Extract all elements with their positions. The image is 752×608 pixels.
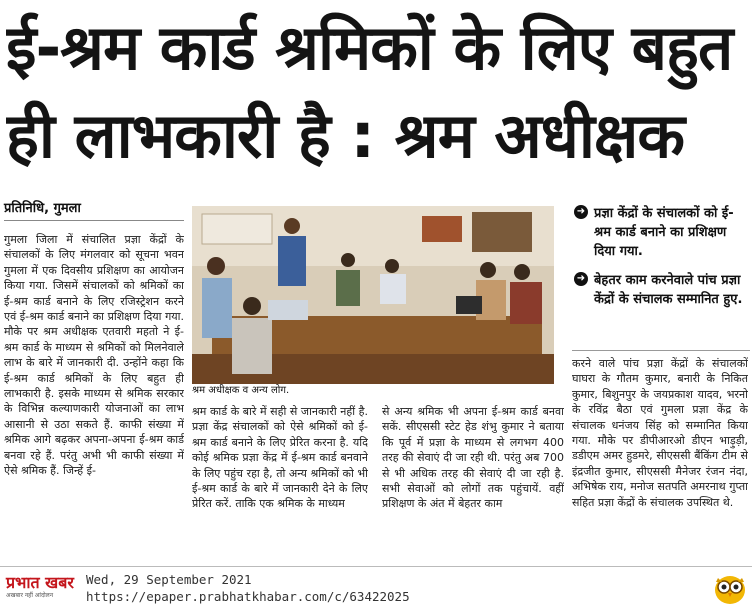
article-column-2: श्रम कार्ड के बारे में सही से जानकारी नहीं है. प्रज्ञा केंद्र संचालकों को ऐसे श्रमिकों को ई-श्रम कार्ड बनाने के लिए प्रेरित करना है. यदि कोई श्रमिक प्रज्ञा केंद्र में ई-श्रम कार्ड बनवाने के लिए पहुंच रहा है, तो अन्य श्रमिकों को भी ई-श्रम कार्ड के बारे में जानकारी देने के लिए प्रेरित करें. ताकि एक श्रमिक के माध्यम [192,405,368,511]
article-column-1: गुमला जिला में संचालित प्रज्ञा केंद्रों के संचालकों के लिए मंगलवार को सूचना भवन गुमला में एक दिवसीय प्रशिक्षण का आयोजन किया गया. जिसमें संचालकों को श्रमिकों का ई-श्रम कार्ड बनाने के लिए रजिस्ट्रेशन करने एवं ई-श्रम कार्ड बनाने का प्रशिक्षण दिया गया. मौके पर श्रम अधीक्षक एतवारी महतो ने ई-श्रम कार्ड के माध्यम से श्रमिकों को मिलनेवाले लाभ के बारे में जानकारी दी. उन्होंने कहा कि ई-श्रम कार्ड श्रमिकों के लिए बहुत ही लाभकारी है. इसके माध्यम से श्रमिक सरकार के विभिन्न कल्याणकारी योजनाओं का लाभ आसानी से उठा सकते हैं. काफी संख्या में श्रमिक आगे बढ़कर अपना-अपना ई-श्रम कार्ड बनवा रहे हैं. परंतु अभी भी काफी संख्या में ऐसे श्रमिक हैं. जिन्हें ई- [4,233,184,478]
edition-date: Wed, 29 September 2021 [86,572,252,587]
highlight-text: बेहतर काम करनेवाले पांच प्रज्ञा केंद्रों के संचालक सम्मानित हुए. [594,273,743,307]
footer-info [86,571,410,605]
headline [6,4,748,180]
logo-tagline: अखबार नहीं आंदोलन [6,592,54,599]
epaper-url[interactable]: https://epaper.prabhatkhabar.com/c/63422025 [86,589,410,604]
article-column-3: से अन्य श्रमिक भी अपना ई-श्रम कार्ड बनवा सकें. सीएससी स्टेट हेड शंभु कुमार ने बताया कि पूर्व में प्रज्ञा के माध्यम से लगभग 400 तरह की सेवाएं दी जा रही थी. परंतु अब 700 से भी अधिक तरह की सेवाएं दी जा रही है. सभी सेवाओं को लोगों तक पहुंचायें. वहीं प्रशिक्षण के अंत में बेहतर काम [382,405,564,511]
highlights-box [572,204,750,319]
headline-line-1: ई-श्रम कार्ड श्रमिकों के लिए बहुत [6,11,733,84]
footer-divider [0,566,752,567]
article-column-4: करने वाले पांच प्रज्ञा केंद्रों के संचालकों घाघरा के गौतम कुमार, बनारी के निकित कुमार, बिशुनपुर के जयप्रकाश यादव, भरनो के रविंद्र बैठा एवं गुमला प्रज्ञा केंद्र के संचालक धनंजय सिंह को सम्मानित किया गया. मौके पर डीपीआरओ डीएन भाड़ुड़ी, डडीएम अमर हुडमरे, सीएससी बैंकिंग टीम से इंद्रजीत कुमार, सीएससी मैनेजर रंजन नंदा, अभिषेक राय, मनोज सतपति अमरनाथ गुप्ता सहित प्रज्ञा केंद्रों के संचालक उपस्थित थे. [572,357,748,509]
arrow-circle-icon: ➜ [574,272,588,286]
training-room-photo [192,206,554,384]
arrow-circle-icon: ➜ [574,205,588,219]
headline-line-2: ही लाभकारी है : श्रम अधीक्षक [6,99,684,172]
logo-text: प्रभात खबर [6,573,74,592]
prabhat-khabar-logo [6,574,80,602]
byline: प्रतिनिधि, गुमला [4,201,81,216]
highlights-divider [572,350,750,351]
highlight-text: प्रज्ञा केंद्रों के संचालकों को ई-श्रम कार्ड बनाने का प्रशिक्षण दिया गया. [594,206,734,259]
highlight-item [572,204,750,261]
article-photo [192,206,554,384]
photo-caption: श्रम अधीक्षक व अन्य लोग. [192,384,554,398]
highlight-item [572,271,750,309]
owl-mascot-icon [712,570,748,606]
byline-divider [4,220,184,221]
